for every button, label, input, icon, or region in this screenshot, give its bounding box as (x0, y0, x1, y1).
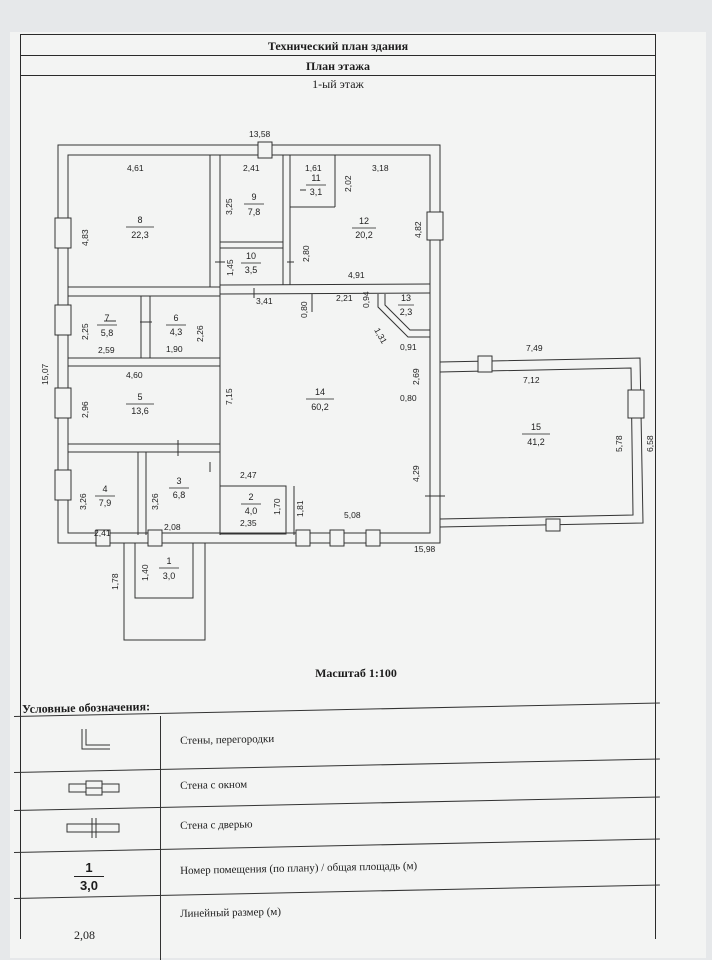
dim-r8-w: 4,61 (127, 163, 144, 173)
dim-r10-side: 2,80 (301, 245, 311, 262)
room-3-area: 6,8 (172, 490, 186, 500)
dim-corr-h: 0,80 (299, 301, 309, 318)
dim-r1-h: 1,40 (140, 564, 150, 581)
dim-r7-h: 2,25 (80, 323, 90, 340)
legend-door-label: Стена с дверью (180, 818, 253, 832)
dim-r14-h: 7,15 (224, 388, 234, 405)
room-5-area: 13,6 (131, 406, 149, 416)
legend-dimension-sample: 2,08 (74, 928, 95, 942)
dim-r14-r1: 2,69 (411, 368, 421, 385)
room-11-area: 3,1 (309, 187, 323, 197)
dim-corr-w: 3,41 (256, 296, 273, 306)
dim-r11-w: 1,61 (305, 163, 322, 173)
room-1-number: 1 (166, 556, 172, 566)
room-3-number: 3 (176, 476, 182, 486)
dim-r13-b: 0,91 (400, 342, 417, 352)
floor-label: 1-ый этаж (312, 77, 364, 91)
room-1-area: 3,0 (162, 571, 176, 581)
dim-r7-w: 2,59 (98, 345, 115, 355)
room-6-number: 6 (173, 313, 179, 323)
room-10-number: 10 (245, 251, 257, 261)
dim-r3-w: 2,08 (164, 522, 181, 532)
dim-r4-h: 3,26 (78, 493, 88, 510)
room-7-area: 5,8 (100, 328, 114, 338)
dim-r5-h: 2,96 (80, 401, 90, 418)
room-6-area: 4,3 (169, 327, 183, 337)
room-labels (95, 173, 550, 581)
document-title: Технический план здания (21, 36, 655, 56)
legend-dimension-label: Линейный размер (м) (180, 905, 282, 920)
room-14-number: 14 (314, 387, 326, 397)
room-15-number: 15 (530, 422, 542, 432)
legend-column-divider (160, 716, 161, 960)
room-4-area: 7,9 (98, 498, 112, 508)
room-8-number: 8 (137, 215, 143, 225)
dim-r2-side: 1,81 (295, 500, 305, 517)
legend-window-label: Стена с окном (180, 778, 248, 792)
dim-top-total: 13,58 (249, 129, 271, 139)
room-13-number: 13 (400, 293, 412, 303)
legend-title: Условные обозначения: (22, 699, 151, 716)
room-8-area: 22,3 (131, 230, 149, 240)
wall-icon (80, 727, 114, 753)
plan-subtitle: План этажа (21, 56, 655, 76)
room-14-area: 60,2 (311, 402, 329, 412)
dim-r2-h: 1,70 (272, 498, 282, 515)
room-10-area: 3,5 (244, 265, 258, 275)
room-2-number: 2 (248, 492, 254, 502)
legend-walls-label: Стены, перегородки (180, 733, 275, 747)
dim-porch-h: 1,78 (110, 573, 120, 590)
room-4-number: 4 (102, 484, 108, 494)
dim-r14-b: 5,08 (344, 510, 361, 520)
dim-r10-h: 1,45 (225, 259, 235, 276)
dim-r9-w: 2,41 (243, 163, 260, 173)
dim-r13-diag: 1,31 (372, 326, 390, 346)
room-15-area: 41,2 (527, 437, 545, 447)
dim-r14-r3: 4,29 (411, 465, 421, 482)
dim-r15-top: 7,49 (526, 343, 543, 353)
dim-r6-h: 2,26 (195, 325, 205, 342)
room-9-area: 7,8 (247, 207, 261, 217)
room-7-number: 7 (104, 313, 110, 323)
scale-label: Масштаб 1:100 (315, 666, 397, 680)
dim-r2-w: 2,35 (240, 518, 257, 528)
legend-room-number-sample: 1 (85, 860, 93, 875)
room-5-number: 5 (137, 392, 143, 402)
dim-r4-w: 2,41 (94, 528, 111, 538)
dim-bottom-total: 15,98 (414, 544, 436, 554)
legend-room-label: Номер помещения (по плану) / общая площадь (м) (180, 860, 418, 877)
dim-r12-bottom: 4,91 (348, 270, 365, 280)
dim-r2-top: 2,47 (240, 470, 257, 480)
dim-r14-r2: 0,80 (400, 393, 417, 403)
dim-r3-h: 3,26 (150, 493, 160, 510)
legend-room-area-sample: 3,0 (79, 878, 99, 893)
dim-r5-w: 4,60 (126, 370, 143, 380)
dim-r12-w: 3,18 (372, 163, 389, 173)
dim-r15-outer: 6,58 (645, 435, 655, 452)
room-2-area: 4,0 (244, 506, 258, 516)
dim-r15-h: 5,78 (614, 435, 624, 452)
legend-room-divider (74, 876, 104, 877)
room-9-number: 9 (251, 192, 257, 202)
room-12-number: 12 (358, 216, 370, 226)
dim-r11-h: 2,02 (343, 175, 353, 192)
dim-r12-h: 4,82 (413, 221, 423, 238)
dim-r15-w: 7,12 (523, 375, 540, 385)
dim-r13-w: 2,21 (336, 293, 353, 303)
dim-r6-w: 1,90 (166, 344, 183, 354)
openings (55, 142, 644, 546)
dim-r9-h: 3,25 (224, 198, 234, 215)
dim-left-total: 15,07 (40, 363, 50, 385)
door-wall-icon (66, 818, 120, 838)
window-wall-icon (68, 780, 120, 796)
dim-r8-h: 4,83 (80, 229, 90, 246)
dim-r13-h: 0,94 (361, 291, 371, 308)
room-13-area: 2,3 (399, 307, 413, 317)
room-11-number: 11 (311, 173, 321, 183)
room-12-area: 20,2 (355, 230, 373, 240)
